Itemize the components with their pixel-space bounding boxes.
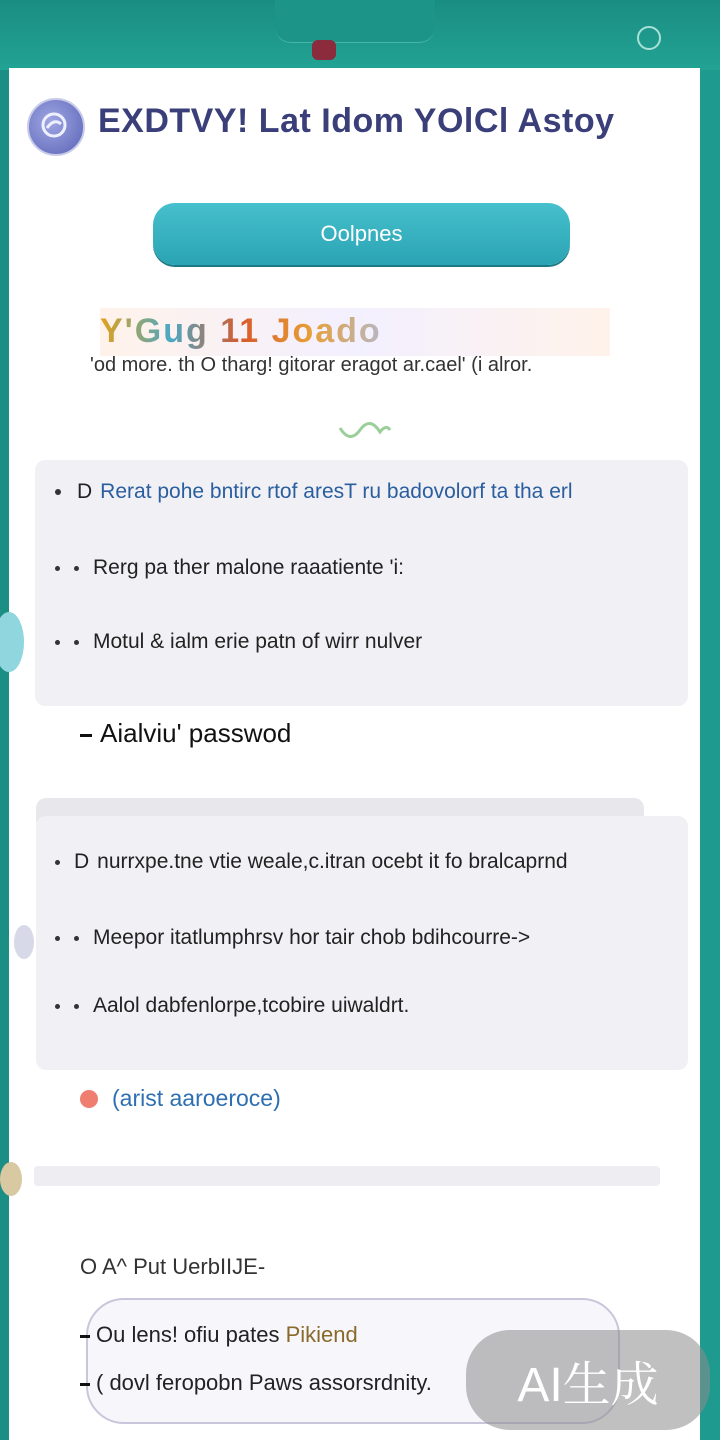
bullet-icon [55,566,60,571]
dash-icon [80,1335,90,1338]
bullet-icon [55,1004,60,1009]
app-logo-icon [27,98,85,156]
option-accent: Pikiend [285,1322,358,1347]
bullet-icon [74,936,79,941]
list-item-text: Meepor itatlumphrsv hor tair chob bdihcourre-> [93,926,531,949]
section-label [80,718,291,749]
notch [275,0,435,43]
list-item[interactable] [55,850,568,874]
ai-watermark: AI生成 [466,1330,710,1430]
status-text: (arist aaroeroce) [112,1085,281,1111]
top-status-bar [0,0,720,70]
list-item-text: Rerg pa ther malone raaatiente 'i: [93,556,405,579]
bullet-icon [55,640,60,645]
status-indicator[interactable] [80,1085,281,1112]
list-item-text: Aalol dabfenlorpe,tcobire uiwaldrt. [93,994,410,1017]
primary-button[interactable]: Oolpnes [153,203,570,265]
section-label-text: Aialviu' passwod [100,718,292,748]
dash-icon [80,734,92,737]
main-card [9,68,700,1440]
list-item[interactable] [55,630,422,654]
bullet-icon [74,640,79,645]
app-title: EXDTVY! Lat Idom YOlCl Astoy [98,102,615,140]
ring-icon[interactable] [637,26,661,50]
list-item-text: Rerat pohe bntirc rtof aresT ru badovolorf ta tha erl [100,480,573,503]
squiggle-icon [338,418,392,446]
bullet-icon [74,566,79,571]
banner-title: Y'Gug 11 Joado [100,312,382,350]
list-item[interactable] [55,480,573,504]
right-edge [700,70,720,1440]
record-icon [312,40,336,60]
bullet-icon [55,860,60,865]
option-item[interactable] [80,1322,358,1348]
list-item-text: Motul & ialm erie patn of wirr nulver [93,630,423,653]
option-text: ( dovl feropobn Paws assorsrdnity. [96,1370,432,1395]
list-item[interactable] [55,556,404,580]
list-marker: D [77,480,93,503]
list-item[interactable] [55,926,530,950]
bullet-icon [55,489,61,495]
bullet-icon [74,1004,79,1009]
list-item-text: nurrxpe.tne vtie weale,c.itran ocebt it fo bralcaprnd [97,850,568,873]
status-dot-icon [80,1090,98,1108]
option-text: Ou lens! ofiu pates [96,1322,286,1347]
banner-subtitle: 'od more. th O tharg! gitorar eragot ar.cael' (i alror. [90,354,533,376]
option-item[interactable] [80,1370,432,1396]
list-marker: D [74,850,90,873]
decor-blob [14,925,34,959]
left-edge [0,70,9,1440]
bullet-icon [55,936,60,941]
sub-heading: O A^ Put UerbIIJE- [80,1254,266,1279]
divider [34,1166,660,1186]
dash-icon [80,1383,90,1386]
decor-blob [0,1162,22,1196]
list-item[interactable] [55,994,409,1018]
